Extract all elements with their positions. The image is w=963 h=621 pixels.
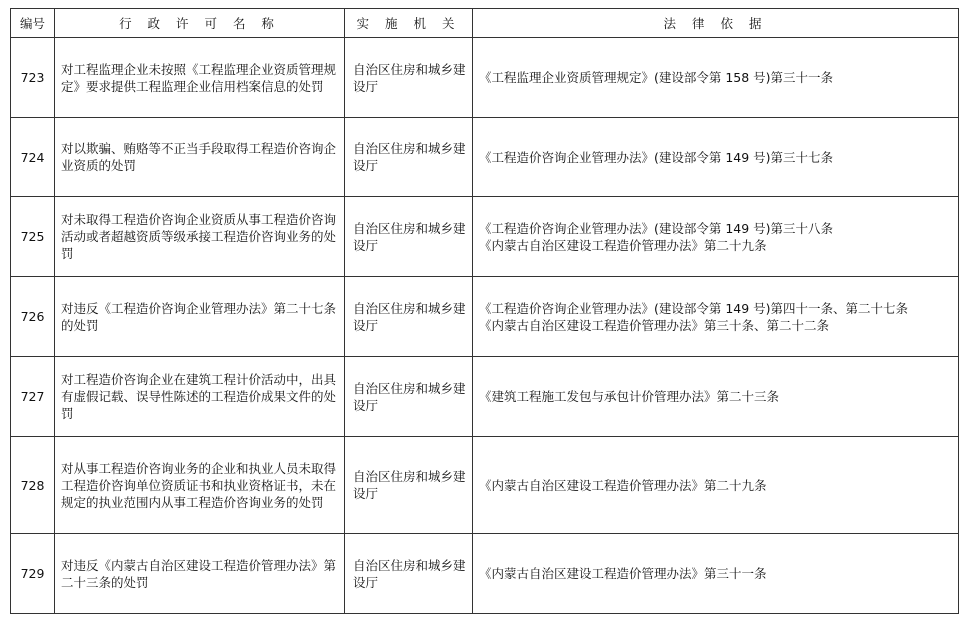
row-number: 723 xyxy=(11,38,55,118)
permit-name: 对未取得工程造价咨询企业资质从事工程造价咨询活动或者超越资质等级承接工程造价咨询业务的处罚 xyxy=(55,197,345,277)
permit-name: 对违反《工程造价咨询企业管理办法》第二十七条的处罚 xyxy=(55,277,345,357)
table-header-row xyxy=(11,9,959,38)
legal-basis xyxy=(473,118,959,197)
header-legal-basis: 法 律 依 据 xyxy=(473,9,959,38)
legal-basis-line: 《工程监理企业资质管理规定》(建设部令第 158 号)第三十一条 xyxy=(479,70,834,85)
legal-basis-line: 《建筑工程施工发包与承包计价管理办法》第二十三条 xyxy=(479,389,780,404)
authority: 自治区住房和城乡建设厅 xyxy=(345,38,473,118)
permit-name: 对工程监理企业未按照《工程监理企业资质管理规定》要求提供工程监理企业信用档案信息的处罚 xyxy=(55,38,345,118)
row-number: 724 xyxy=(11,118,55,197)
permit-name: 对违反《内蒙古自治区建设工程造价管理办法》第二十三条的处罚 xyxy=(55,534,345,614)
table-row xyxy=(11,357,959,437)
table-row xyxy=(11,197,959,277)
row-number: 728 xyxy=(11,437,55,534)
legal-basis xyxy=(473,197,959,277)
permit-name: 对以欺骗、贿赂等不正当手段取得工程造价咨询企业资质的处罚 xyxy=(55,118,345,197)
permit-name: 对工程造价咨询企业在建筑工程计价活动中，出具有虚假记载、误导性陈述的工程造价成果文件的处罚 xyxy=(55,357,345,437)
table-row xyxy=(11,118,959,197)
legal-basis-line: 《工程造价咨询企业管理办法》(建设部令第 149 号)第三十七条 xyxy=(479,149,834,165)
authority: 自治区住房和城乡建设厅 xyxy=(345,197,473,277)
table-row xyxy=(11,534,959,614)
legal-basis xyxy=(473,437,959,534)
table-row xyxy=(11,277,959,357)
header-authority: 实 施 机 关 xyxy=(345,9,473,38)
legal-basis xyxy=(473,38,959,118)
table-row xyxy=(11,437,959,534)
legal-basis xyxy=(473,357,959,437)
authority: 自治区住房和城乡建设厅 xyxy=(345,118,473,197)
header-permit-name: 行 政 许 可 名 称 xyxy=(55,9,345,38)
row-number: 725 xyxy=(11,197,55,277)
authority: 自治区住房和城乡建设厅 xyxy=(345,534,473,614)
row-number: 727 xyxy=(11,357,55,437)
header-number: 编号 xyxy=(11,9,55,38)
legal-basis-line: 《内蒙古自治区建设工程造价管理办法》第三十一条 xyxy=(479,566,767,581)
row-number: 729 xyxy=(11,534,55,614)
legal-basis-line: 《内蒙古自治区建设工程造价管理办法》第二十九条 xyxy=(479,477,767,493)
legal-basis-line: 《内蒙古自治区建设工程造价管理办法》第二十九条 xyxy=(479,237,767,253)
legal-basis-line: 《内蒙古自治区建设工程造价管理办法》第三十条、第二十二条 xyxy=(479,317,830,333)
legal-basis xyxy=(473,277,959,357)
row-number: 726 xyxy=(11,277,55,357)
legal-basis xyxy=(473,534,959,614)
authority: 自治区住房和城乡建设厅 xyxy=(345,357,473,437)
legal-basis-line: 《工程造价咨询企业管理办法》(建设部令第 149 号)第三十八条 xyxy=(479,220,834,236)
authority: 自治区住房和城乡建设厅 xyxy=(345,437,473,534)
permit-name: 对从事工程造价咨询业务的企业和执业人员未取得工程造价咨询单位资质证书和执业资格证书，未在规定的执业范围内从事工程造价咨询业务的处罚 xyxy=(55,437,345,534)
authority: 自治区住房和城乡建设厅 xyxy=(345,277,473,357)
permit-table xyxy=(10,8,959,614)
table-row xyxy=(11,38,959,118)
legal-basis-line: 《工程造价咨询企业管理办法》(建设部令第 149 号)第四十一条、第二十七条 xyxy=(479,300,909,316)
